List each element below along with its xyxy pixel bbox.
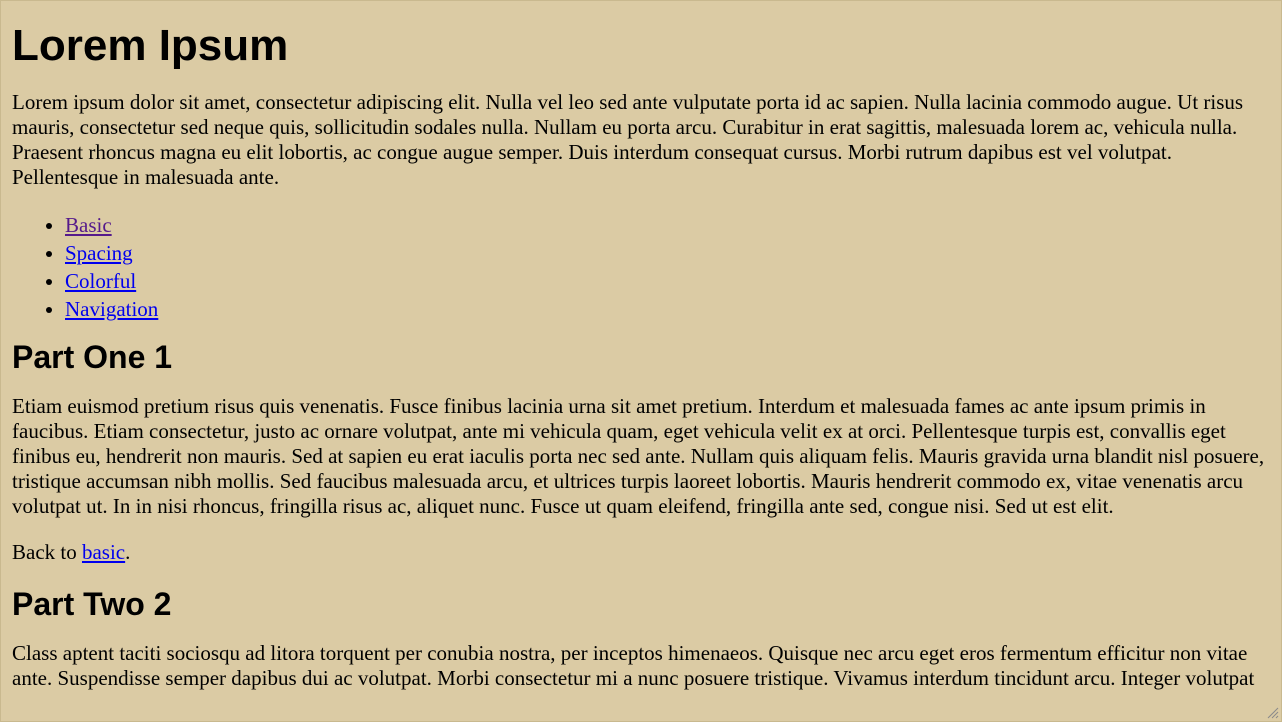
- nav-item-basic: [65, 211, 1270, 239]
- section-body-part-two: Class aptent taciti sociosqu ad litora torquent per conubia nostra, per inceptos himenaeos. Quisque nec arcu eget eros fermentum efficitur non vitae ante. Suspendisse semper dapibus dui ac volutpat. Morbi consectetur mi a nunc posuere tristique. Vivamus interdum tincidunt arcu. Integer volutpat: [12, 641, 1255, 690]
- nav-link-spacing[interactable]: Spacing: [65, 241, 133, 265]
- page-title: Lorem Ipsum: [12, 21, 289, 70]
- section-heading-part-two: Part Two 2: [12, 586, 172, 622]
- section-body-part-one: Etiam euismod pretium risus quis venenatis. Fusce finibus lacinia urna sit amet pretium. Interdum et malesuada fames ac ante ipsum primis in faucibus. Etiam consectetur, justo ac ornare volutpat, ante mi vehicula quam, eget vehicula velit ex at orci. Pellentesque turpis est, convallis eget finibus eu, hendrerit non mauris. Sed at sapien eu erat iaculis porta nec sed ante. Nullam quis aliquam felis. Mauris gravida urna blandit nisl posuere, tristique accumsan nibh mollis. Sed faucibus malesuada arcu, et ultrices turpis laoreet lobortis. Mauris hendrerit commodo ex, vitae venenatis arcu volutpat ut. In in nisi rhoncus, fringilla risus ac, aliquet nunc. Fusce ut quam eleifend, fringilla ante sed, congue nisi. Sed ut est elit.: [12, 394, 1265, 518]
- nav-link-basic[interactable]: Basic: [65, 213, 112, 237]
- nav-item-colorful: [65, 267, 1270, 295]
- back-to-basic-link[interactable]: basic: [81, 540, 126, 564]
- nav-link-navigation[interactable]: Navigation: [65, 297, 159, 321]
- resize-grip-icon[interactable]: [1265, 705, 1279, 719]
- back-suffix: .: [125, 540, 131, 564]
- nav-item-navigation: [65, 295, 1270, 323]
- section-heading-part-one: Part One 1: [12, 339, 173, 375]
- nav-list: [12, 211, 1270, 323]
- nav-item-spacing: [65, 239, 1270, 267]
- back-prefix: Back to: [12, 540, 82, 564]
- nav-link-colorful[interactable]: Colorful: [65, 269, 137, 293]
- page-content: [1, 21, 1281, 691]
- intro-paragraph: Lorem ipsum dolor sit amet, consectetur adipiscing elit. Nulla vel leo sed ante vulputate porta id ac sapien. Nulla lacinia commodo augue. Ut risus mauris, consectetur sed neque quis, sollicitudin sodales nulla. Nullam eu porta arcu. Curabitur in erat sagittis, malesuada lorem ac, vehicula nulla. Praesent rhoncus magna eu elit lobortis, ac congue augue semper. Duis interdum consequat cursus. Morbi rutrum dapibus est vel volutpat. Pellentesque in malesuada ante.: [12, 90, 1244, 189]
- back-to-basic-line: [12, 540, 1270, 565]
